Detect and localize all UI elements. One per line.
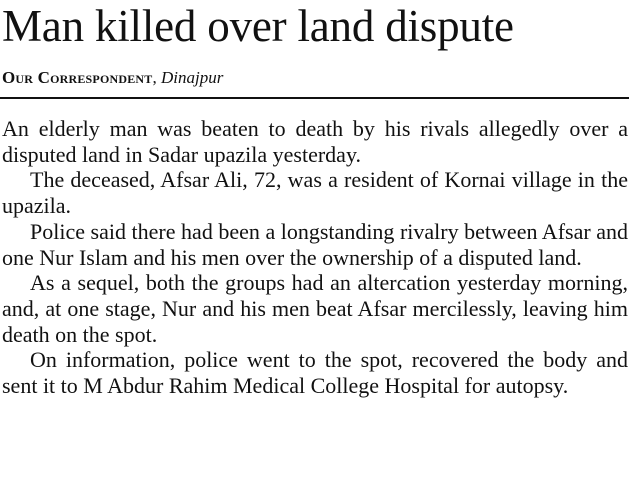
byline	[2, 68, 223, 88]
paragraph-4: As a sequel, both the groups had an altercation yesterday morning, and, at one stage, Nur and his men beat Afsar mercilessly, leaving him death on the spot.	[2, 270, 628, 347]
header-divider	[0, 97, 629, 99]
paragraph-2: The deceased, Afsar Ali, 72, was a resident of Kornai village in the upazila.	[2, 167, 628, 219]
headline: Man killed over land dispute	[2, 1, 514, 51]
byline-location: Dinajpur	[161, 68, 224, 87]
article-body	[2, 116, 628, 399]
byline-author: Our Correspondent	[2, 68, 153, 87]
paragraph-1: An elderly man was beaten to death by his rivals allegedly over a disputed land in Sadar upazila yesterday.	[2, 116, 628, 167]
paragraph-5: On information, police went to the spot, recovered the body and sent it to M Abdur Rahim Medical College Hospital for autopsy.	[2, 347, 628, 399]
paragraph-3: Police said there had been a longstanding rivalry between Afsar and one Nur Islam and his men over the ownership of a disputed land.	[2, 218, 628, 270]
byline-separator: ,	[152, 68, 157, 87]
